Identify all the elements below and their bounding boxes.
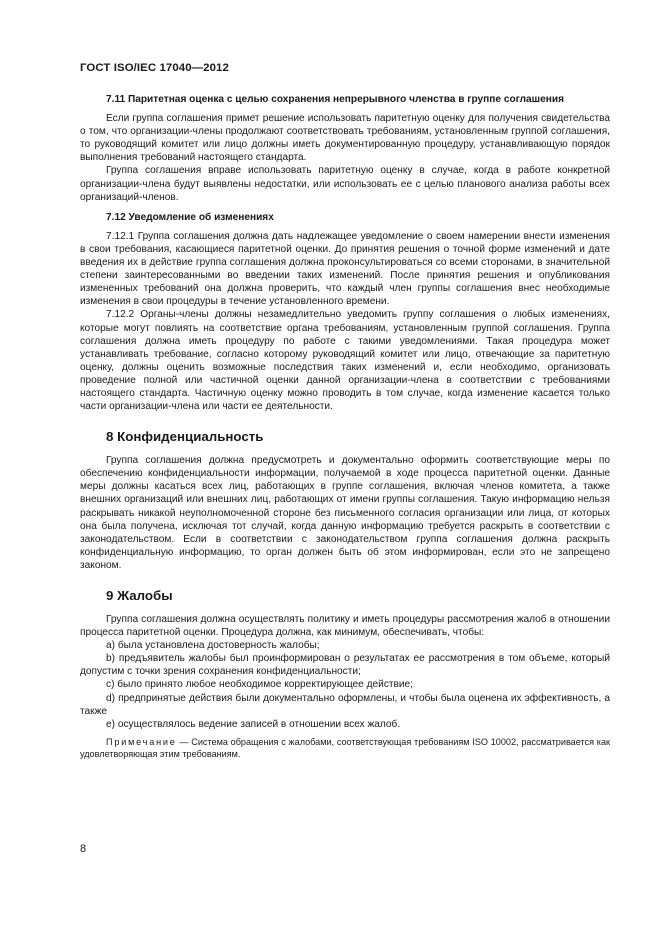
note: [80, 736, 610, 760]
section-8-heading: 8 Конфиденциальность: [106, 429, 264, 445]
section-9-heading: 9 Жалобы: [106, 588, 173, 603]
section-7-12-heading: 7.12 Уведомление об изменениях: [106, 211, 274, 223]
list-item-c: с) было принято любое необходимое корректирующее действие;: [106, 679, 413, 691]
list-item-b: b) предъявитель жалобы был проинформирован о результатах ее рассмотрения в том объеме, который допустим с точки зрения сохранения конфиденциальности;: [80, 653, 610, 678]
section-7-11-paragraph-1: Если группа соглашения примет решение использовать паритетную оценку для получения свидетельства о том, что организации-члены продолжают соответствовать требованиям, установленным группой соглашения, то руководящий комитет или лицо должны иметь документированную процедуру, устанавливающую порядок выполнения требований настоящего стандарта.: [80, 113, 610, 164]
note-text: — Система обращения с жалобами, соответствующая требованиям ISO 10002, рассматривается как удовлетворяющая этим требованиям.: [80, 736, 610, 759]
note-label: Примечание: [106, 736, 177, 747]
section-8-paragraph: Группа соглашения должна предусмотреть и документально оформить соответствующие меры по обеспечению конфиденциальности информации, получаемой в ходе процесса паритетной оценки. Данные меры должны касаться всех лиц, работающих в группе соглашения, включая членов комитета, а также внешних организаций или внешних лиц, работающих от имени группы соглашения. Такую информацию нельзя раскрывать никакой неуполномоченной стороне без письменного согласия организации или лица, от которых она была получена, исключая тот случай, когда данную информацию требуется раскрыть в соответствии с законодательством. Если в соответствии с законодательством группа соглашения должна раскрыть конфиденциальную информацию, то орган должен быть об этом информирован, если это не запрещено законом.: [80, 455, 610, 571]
section-7-11-heading: 7.11 Паритетная оценка с целью сохранения непрерывного членства в группе соглашения: [106, 94, 564, 105]
standard-header: ГОСТ ISO/IEC 17040—2012: [80, 62, 229, 74]
section-7-12-2-paragraph: 7.12.2 Органы-члены должны незамедлительно уведомить группу соглашения о любых изменениях, которые могут повлиять на соответствие органа требованиям, установленным группой соглашения. Группа соглашения должна иметь процедуру по работе с такими уведомлениями. Такая процедура может устанавливать требование, согласно которому руководящий комитет или лицо, отвечающие за паритетную оценку, должны оценить возможные последствия таких изменений и, если необходимо, организовать проведение полной или частичной оценки данной организации-члена в соответствии с требованиями настоящего стандарта. Частичную оценку можно проводить в том случае, когда изменение касается только части организации-члена или части ее деятельности.: [80, 309, 610, 413]
list-item-e: е) осуществлялось ведение записей в отношении всех жалоб.: [106, 718, 401, 730]
section-7-12-1-paragraph: 7.12.1 Группа соглашения должна дать надлежащее уведомление о своем намерении внести изменения в свои требования, касающиеся паритетной оценки. До принятия решения о точной форме изменений и дате введения их в действие группа соглашения должна проконсультироваться со всеми сторонами, в значительной степени заинтересованными во введении таких изменений. После принятия решения и опубликования измененных требований она должна проверить, что каждый член группы соглашения внес необходимые изменения в свои процедуры в течение установленного времени.: [80, 230, 610, 308]
list-item-d: d) предпринятые действия были документально оформлены, и чтобы была оценена их эффективность, а также: [80, 692, 610, 717]
list-item-a: а) была установлена достоверность жалобы;: [106, 640, 320, 652]
section-7-11-paragraph-2: Группа соглашения вправе использовать паритетную оценку в случае, когда в работе конкретной организации-члена будут выявлены недостатки, или использовать ее с целью планового анализа работы всех организаций-членов.: [80, 165, 610, 203]
section-9-intro: Группа соглашения должна осуществлять политику и иметь процедуры рассмотрения жалоб в отношении процесса паритетной оценки. Процедура должна, как минимум, обеспечивать, чтобы:: [80, 614, 610, 639]
page-content: [80, 93, 610, 760]
page-number: 8: [80, 843, 87, 855]
